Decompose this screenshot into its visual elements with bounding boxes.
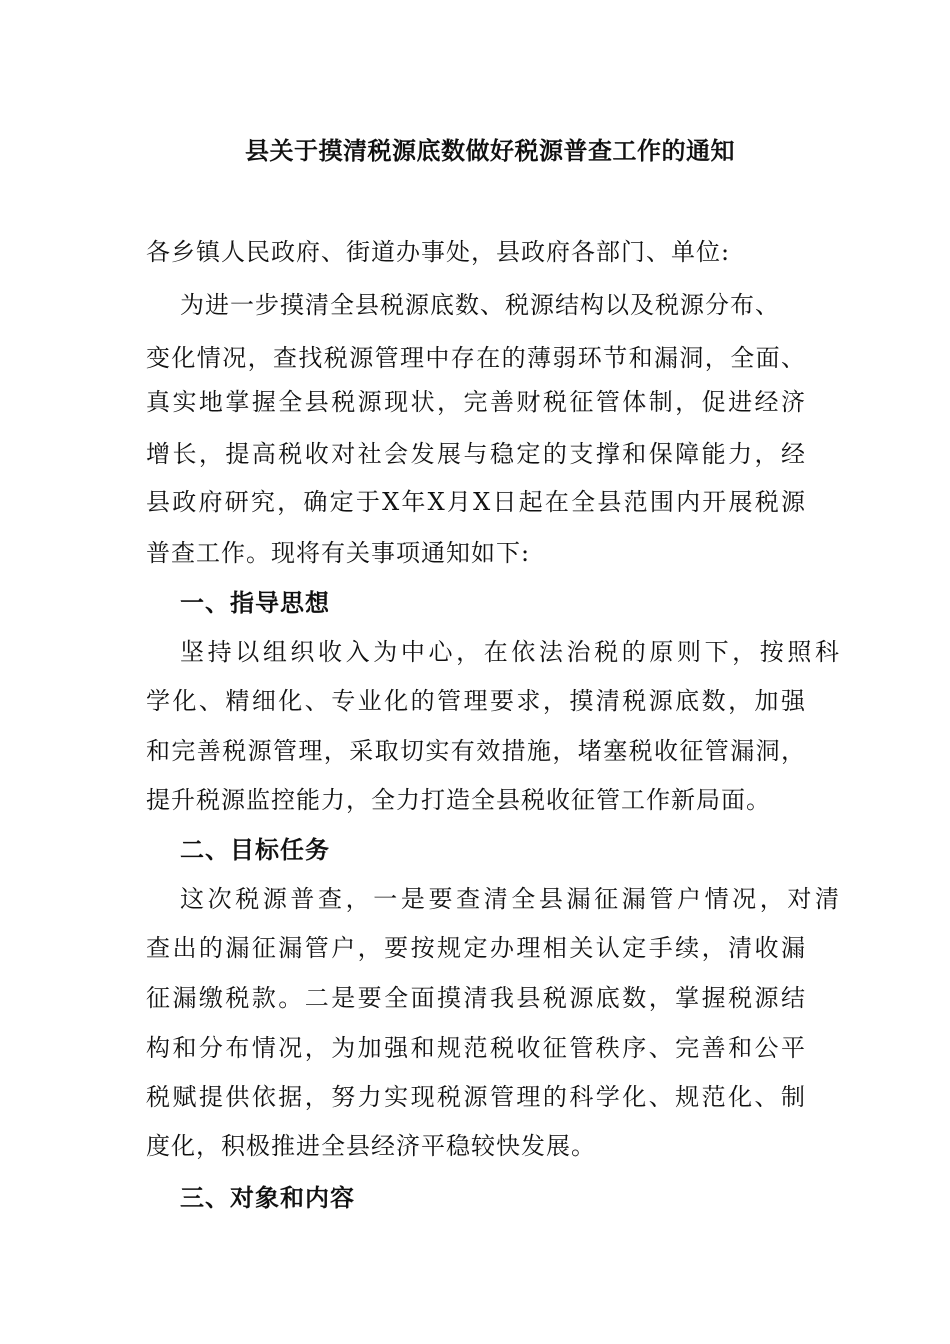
- section-2-line-4: 构和分布情况，为加强和规范税收征管秩序、完善和公平: [146, 1034, 806, 1062]
- intro-line-4: 增长，提高税收对社会发展与稳定的支撑和保障能力，经: [146, 440, 806, 468]
- section-2-line-6: 度化，积极推进全县经济平稳较快发展。: [146, 1132, 596, 1160]
- section-2-line-5: 税赋提供依据，努力实现税源管理的科学化、规范化、制: [146, 1083, 806, 1111]
- intro-line-5: 县政府研究，确定于X年X月X日起在全县范围内开展税源: [146, 488, 806, 516]
- section-1-heading: 一、指导思想: [180, 588, 330, 617]
- salutation: 各乡镇人民政府、街道办事处，县政府各部门、单位:: [146, 238, 731, 266]
- section-1-line-1: 坚持以组织收入为中心，在依法治税的原则下，按照科: [180, 638, 840, 666]
- intro-line-2: 变化情况，查找税源管理中存在的薄弱环节和漏洞，全面、: [146, 344, 806, 372]
- section-2-line-1: 这次税源普查，一是要查清全县漏征漏管户情况，对清: [180, 885, 840, 913]
- intro-line-3: 真实地掌握全县税源现状，完善财税征管体制，促进经济: [146, 388, 806, 416]
- section-2-heading: 二、目标任务: [180, 835, 330, 864]
- section-2-line-3: 征漏缴税款。二是要全面摸清我县税源底数，掌握税源结: [146, 984, 806, 1012]
- section-1-line-2: 学化、精细化、专业化的管理要求，摸清税源底数，加强: [146, 687, 806, 715]
- intro-line-6: 普查工作。现将有关事项通知如下:: [146, 539, 531, 567]
- section-3-heading: 三、对象和内容: [180, 1183, 355, 1212]
- section-1-line-4: 提升税源监控能力，全力打造全县税收征管工作新局面。: [146, 786, 771, 814]
- section-2-line-2: 查出的漏征漏管户，要按规定办理相关认定手续，清收漏: [146, 934, 806, 962]
- intro-line-1: 为进一步摸清全县税源底数、税源结构以及税源分布、: [180, 291, 780, 319]
- section-1-line-3: 和完善税源管理，采取切实有效措施，堵塞税收征管漏洞，: [146, 737, 806, 765]
- document-title: 县关于摸清税源底数做好税源普查工作的通知: [245, 136, 735, 165]
